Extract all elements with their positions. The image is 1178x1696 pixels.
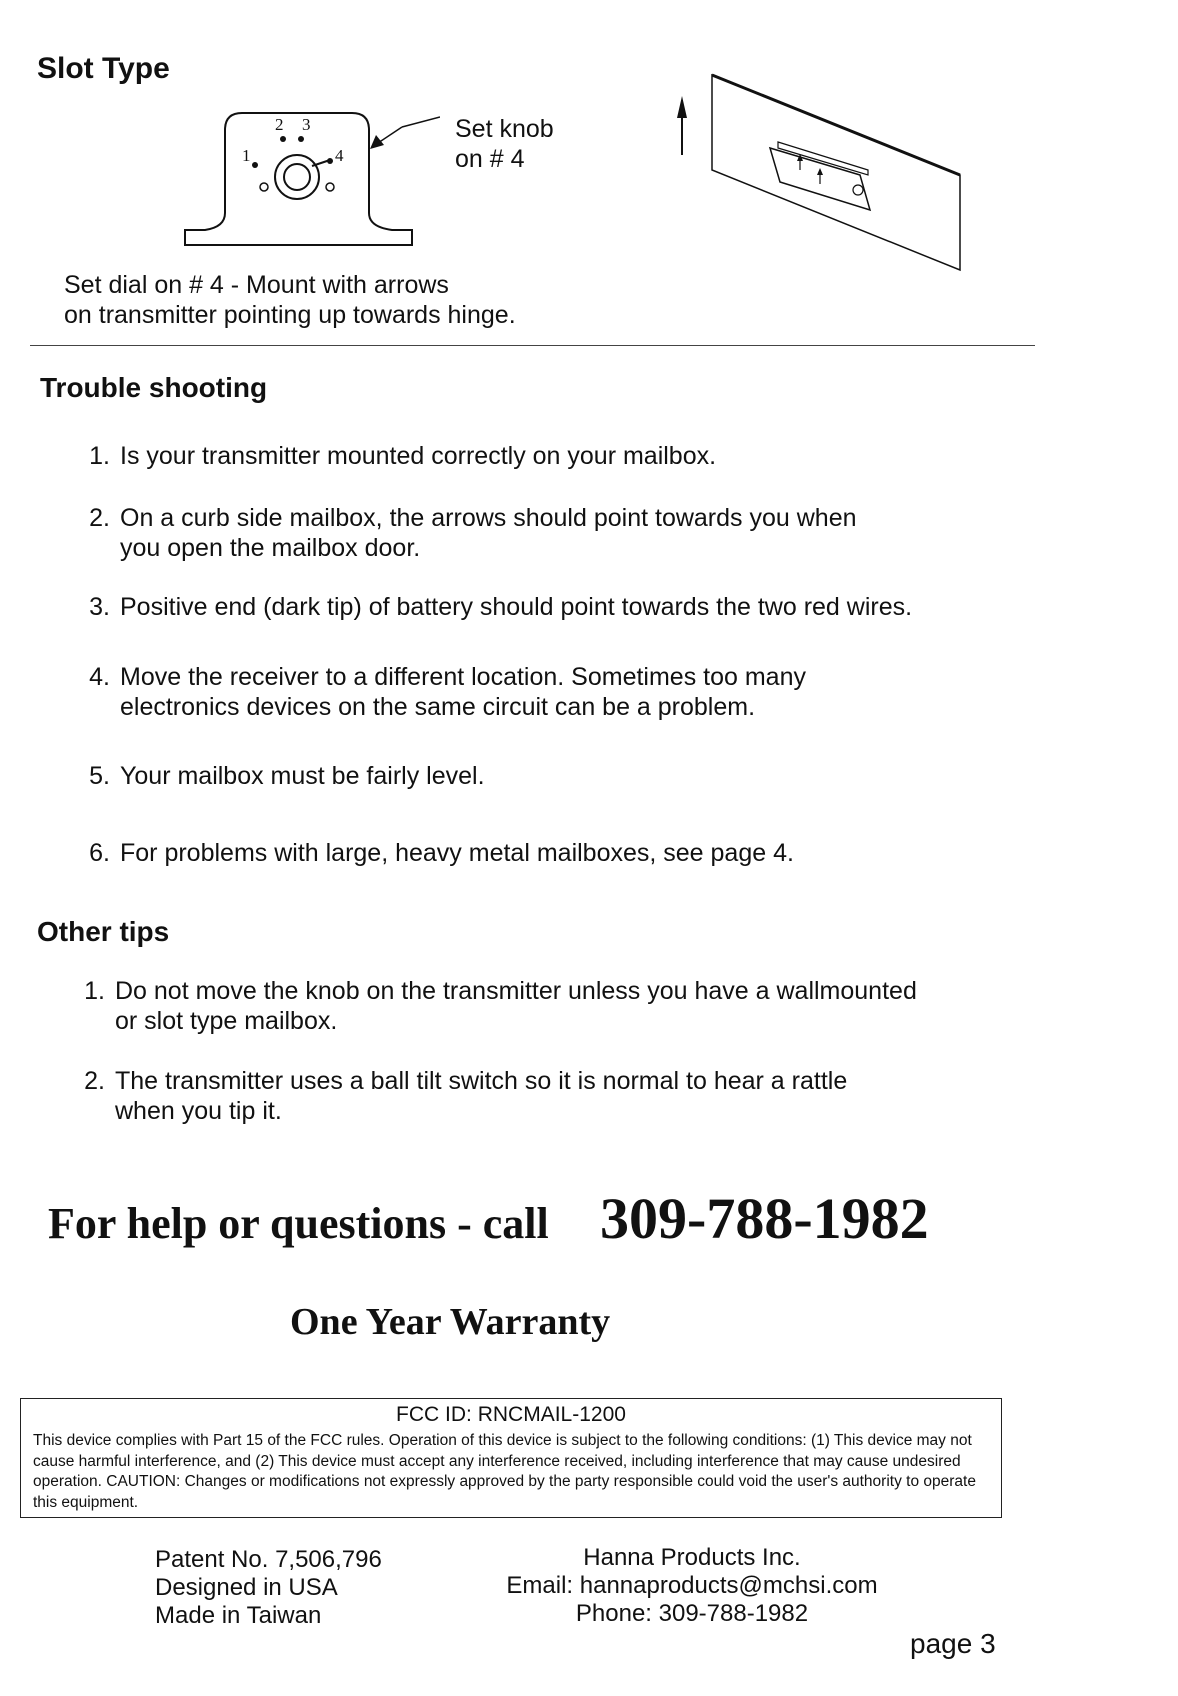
tip-item-text-cont: or slot type mailbox.	[115, 1007, 338, 1035]
fcc-statement: This device complies with Part 15 of the FCC rules. Operation of this device is subject to the following conditions: (1) This device may not cause harmful interference, and (2) This device must accept any interference received, including interference that may cause undesired operation. CAUTION: Changes or modifications not expressly approved by the party responsible could void the user's authority to operate this equipment.	[33, 1432, 976, 1511]
company-name: Hanna Products Inc.	[583, 1544, 801, 1571]
trouble-item	[80, 838, 794, 868]
page-number: page 3	[910, 1628, 996, 1659]
knob-note-line1: Set knob	[455, 115, 554, 143]
trouble-item	[80, 761, 485, 791]
slot-instruction-line2: on transmitter pointing up towards hinge.	[64, 301, 516, 329]
section-divider	[30, 345, 1035, 346]
slot-type-heading: Slot Type	[37, 52, 170, 85]
product-info	[155, 1546, 382, 1630]
dial-number-4: 4	[335, 146, 344, 165]
other-tips-heading: Other tips	[37, 916, 170, 947]
trouble-item	[80, 503, 857, 563]
fcc-id: FCC ID: RNCMAIL-1200	[396, 1403, 626, 1426]
trouble-item	[80, 441, 716, 471]
tip-item	[75, 1066, 847, 1126]
company-info	[482, 1544, 902, 1628]
tip-item-text: The transmitter uses a ball tilt switch so it is normal to hear a rattle	[115, 1067, 848, 1095]
tip-item	[75, 976, 917, 1036]
mailbox-slot-illustration	[660, 60, 980, 280]
trouble-item-text-cont: you open the mailbox door.	[120, 534, 421, 562]
list-number: 5.	[89, 762, 110, 790]
list-number: 6.	[89, 839, 110, 867]
dial-number-2: 2	[275, 115, 284, 134]
trouble-item-text: Positive end (dark tip) of battery should point towards the two red wires.	[120, 593, 913, 621]
tip-item-text-cont: when you tip it.	[115, 1097, 282, 1125]
list-number: 2.	[89, 504, 110, 532]
trouble-item	[80, 592, 912, 622]
trouble-item	[80, 662, 806, 722]
list-number: 1.	[84, 977, 105, 1005]
dial-number-1: 1	[242, 146, 251, 165]
list-number: 2.	[84, 1067, 105, 1095]
list-number: 3.	[89, 593, 110, 621]
slot-instruction-line1: Set dial on # 4 - Mount with arrows	[64, 271, 449, 299]
company-phone: Phone: 309-788-1982	[575, 1600, 809, 1627]
trouble-item-text: For problems with large, heavy metal mailboxes, see page 4.	[120, 839, 794, 867]
trouble-item-text: Move the receiver to a different location. Sometimes too many	[120, 663, 806, 691]
help-phone: 309-788-1982	[600, 1186, 929, 1251]
trouble-item-text: Your mailbox must be fairly level.	[120, 762, 485, 790]
trouble-shooting-heading: Trouble shooting	[40, 372, 268, 403]
list-number: 1.	[89, 442, 110, 470]
dial-diagram	[180, 105, 440, 250]
designed-in: Designed in USA	[155, 1574, 338, 1601]
patent-number: Patent No. 7,506,796	[155, 1546, 382, 1573]
trouble-item-text-cont: electronics devices on the same circuit can be a problem.	[120, 693, 756, 721]
dial-number-3: 3	[302, 115, 311, 134]
trouble-item-text: Is your transmitter mounted correctly on your mailbox.	[120, 442, 717, 470]
warranty-heading: One Year Warranty	[290, 1301, 611, 1343]
help-text: For help or questions - call	[48, 1199, 549, 1248]
fcc-notice-box	[20, 1398, 1002, 1518]
list-number: 4.	[89, 663, 110, 691]
company-email[interactable]: Email: hannaproducts@mchsi.com	[506, 1572, 878, 1599]
tip-item-text: Do not move the knob on the transmitter unless you have a wallmounted	[115, 977, 917, 1005]
knob-note-line2: on # 4	[455, 145, 525, 173]
trouble-item-text: On a curb side mailbox, the arrows should point towards you when	[120, 504, 857, 532]
made-in: Made in Taiwan	[155, 1602, 322, 1629]
